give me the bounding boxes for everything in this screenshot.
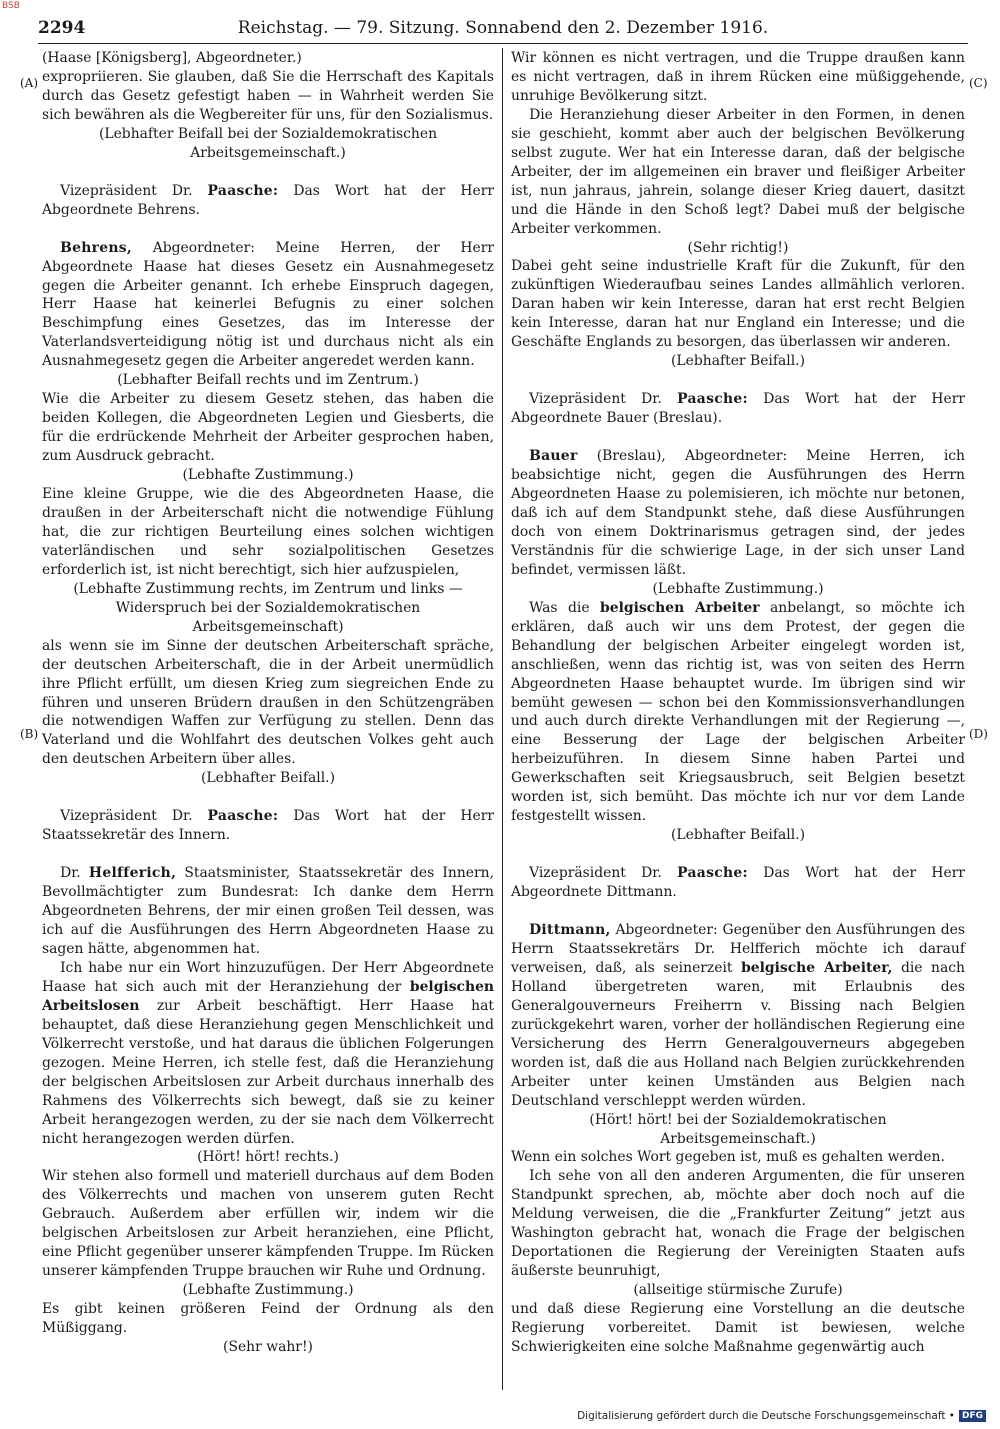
speech-behrens: Behrens, Abgeordneter: Meine Herren, der Herr Abgeordnete Haase hat dieses Gesetz ein Ausnahmegesetz gegen die Arbeiter genannt. Ich erhebe Einspruch dagegen, Herr Haase hat keinerlei Befugnis zu einer solchen Beschimpfung eines Gesetzes, das im Interesse der Vaterlandsverteidigung nötig ist und durchaus nicht als ein Ausnahmegesetz gegen die Arbeiter angeredet werden kann. (42, 239, 494, 370)
page-number: 2294 (38, 18, 86, 38)
margin-mark-a: (A) (20, 76, 39, 90)
paragraph: als wenn sie im Sinne der deutschen Arbeiterschaft spräche, der deutschen Arbeiterschaft, die in der Arbeit unermüdlich ihre Pflicht erfüllt, um diesen Krieg zum siegreichen Ende zu führen und unseren Brüdern draußen in den Schützengräben die notwendigen Waffen zur Verfügung zu stellen. Denn das Vaterland und die Wohlfahrt des deutschen Volkes geht auch den deutschen Arbeitern über alles. (42, 637, 494, 768)
running-title: Reichstag. — 79. Sitzung. Sonnabend den 2. Dezember 1916. (237, 18, 769, 38)
paragraph: und daß diese Regierung eine Vorstellung an die deutsche Regierung vorbereitet. Damit ist bewiesen, welche Schwierigkeiten eine solche Maßnahme gegenwärtig auch (511, 1301, 965, 1355)
reaction: (Lebhafte Zustimmung.) (182, 1282, 354, 1299)
speaker-name: Bauer (529, 448, 578, 465)
reaction: (Lebhafte Zustimmung.) (652, 580, 824, 597)
reaction: (Hört! hört! rechts.) (197, 1149, 339, 1166)
paragraph: Die Heranziehung dieser Arbeiter in den Formen, in denen sie geschieht, kommt aber auch der belgischen Bevölkerung selbst zugute. Wer hat ein Interesse daran, daß der belgische Arbeiter, der im allgemeinen ein braver und fleißiger Arbeiter ist, nun jahraus, jahrein, solange dieser Krieg dauert, dasitzt und die Hände in den Schoß legt? Dabei muß der belgische Arbeiter verkommen. (511, 106, 965, 237)
reaction: (Lebhafter Beifall bei der Sozialdemokratischen Arbeitsgemeinschaft.) (98, 125, 438, 161)
paragraph: Ich habe nur ein Wort hinzuzufügen. Der Herr Abgeordnete Haase hat sich auch mit der Heranziehung der belgischen Arbeitslosen zur Arbeit beschäftigt. Herr Haase hat behauptet, daß diese Heranziehung gegen Menschlichkeit und Völkerrecht verstoße, und hat daraus die üblichen Folgerungen gezogen. Meine Herren, ich stelle fest, daß die Heranziehung der belgischen Arbeitslosen zur Arbeit durchaus innerhalb des Rahmens des Völkerrechts sich bewegt, daß sie zu keiner Arbeit herangezogen werden, zu der sie nach dem Völkerrecht nicht herangezogen werden dürfen. (42, 959, 495, 1147)
reaction: (Sehr richtig!) (687, 239, 789, 256)
header-rule (38, 43, 968, 44)
margin-mark-d: (D) (969, 727, 988, 741)
paragraph: Dabei geht seine industrielle Kraft für die Zukunft, für den zukünftigen Wiederaufbau seines Landes allmählich verloren. Daran haben wir kein Interesse, daran hat erst recht Belgien kein Interesse, daran hat nur England ein Interesse; und die Geschäfte Englands zu besorgen, das überlassen wir anderen. (511, 258, 965, 351)
speaker-continuation: (Haase [Königsberg], Abgeordneter.) (42, 50, 302, 66)
speech-dittmann: Dittmann, Abgeordneter: Gegenüber den Ausführungen des Herrn Staatssekretärs Dr. Helfferich möchte ich darauf verweisen, daß, als seinerzeit belgische Arbeiter, die nach Holland übergetreten waren, mit Erlaubnis des Generalgouverneurs Freiherrn v. Bissing nach Belgien zurückgekehrt waren, vorher der holländischen Regierung eine Versicherung des Herrn Generalgouverneurs abgegeben worden ist, daß die aus Holland nach Belgien zurückkehrenden Arbeiter unter keinen Umständen aus Belgien nach Deutschland verschleppt werden würden. (511, 922, 966, 1109)
paragraph: Wenn ein solches Wort gegeben ist, muß es gehalten werden. (511, 1149, 945, 1166)
reaction: (Lebhafter Beifall.) (671, 353, 805, 370)
reaction: (Sehr wahr!) (223, 1339, 313, 1355)
speaker-name: Behrens, (60, 239, 133, 256)
speaker-name: Dittmann, (529, 922, 611, 939)
reaction: (Lebhafter Beifall rechts und im Zentrum.) (117, 372, 419, 389)
vice-president-turn: Vizepräsident Dr. Paasche: Das Wort hat der Herr Abgeordnete Behrens. (42, 182, 494, 218)
reaction: (allseitige stürmische Zurufe) (633, 1282, 843, 1299)
page-header (38, 18, 968, 42)
paragraph: Ich sehe von all den anderen Argumenten, die für unseren Standpunkt sprechen, ab, möchte aber doch noch auf die Meldung verweisen, die die „Frankfurter Zeitung“ jetzt aus Washington gebracht hat, wonach die Frage der belgischen Deportationen die Regierung der Vereinigten Staaten aufs äußerste beunruhigt, (511, 1168, 965, 1280)
speech-helfferich: Dr. Helfferich, Staatsminister, Staatssekretär des Innern, Bevollmächtigter zum Bundesrat: Ich danke dem Herrn Abgeordneten Behrens, der mir einen großen Teil dessen, was ich auf die Ausführungen des Herrn Abgeordneten Haase zu sagen hätte, abgenommen hat. (42, 865, 494, 957)
right-column (511, 49, 965, 1357)
margin-mark-b: (B) (20, 727, 39, 741)
dfg-logo-icon: DFG (959, 1410, 986, 1422)
paragraph: Wir stehen also formell und materiell durchaus auf dem Boden des Völkerrechts und machen von unserem guten Recht Gebrauch. Außerdem aber erfüllen wir, indem wir die belgischen Arbeitslosen zur Arbeit heranziehen, eine Pflicht, eine Pflicht gegenüber unserer kämpfenden Truppe. Im Rücken unserer kämpfenden Truppe brauchen wir Ruhe und Ordnung. (42, 1168, 494, 1280)
bsb-watermark: BSB (2, 1, 20, 11)
dfg-funding-note: Digitalisierung gefördert durch die Deutsche Forschungsgemeinschaft • DFG (577, 1410, 986, 1422)
column-divider (502, 48, 503, 1390)
vice-president-turn: Vizepräsident Dr. Paasche: Das Wort hat der Herr Abgeordnete Dittmann. (511, 865, 966, 901)
paragraph: Eine kleine Gruppe, wie die des Abgeordneten Haase, die draußen in der Arbeiterschaft nicht die notwendige Fühlung hat, die zur richtigen Beurteilung eines solchen wichtigen vaterländischen und sehr sozialpolitischen Gesetzes erforderlich ist, ist nicht berechtigt, sich hier aufzuspielen, (42, 486, 494, 578)
reaction: (Lebhafter Beifall.) (201, 770, 335, 787)
speaker-name: Helfferich, (88, 865, 177, 882)
vice-president-turn: Vizepräsident Dr. Paasche: Das Wort hat der Herr Staatssekretär des Innern. (42, 808, 494, 844)
left-column (42, 49, 494, 1357)
paragraph: Wir können es nicht vertragen, und die Truppe draußen kann es nicht vertragen, daß in ihrem Rücken eine müßiggehende, unruhige Bevölkerung sitzt. (511, 50, 965, 104)
paragraph: Es gibt keinen größeren Feind der Ordnung als den Müßiggang. (42, 1301, 494, 1337)
margin-mark-c: (C) (969, 76, 988, 90)
reaction: (Lebhafter Beifall.) (671, 827, 805, 844)
reaction: (Lebhafte Zustimmung.) (182, 467, 354, 484)
reaction: (Lebhafte Zustimmung rechts, im Zentrum und links — Widerspruch bei der Sozialdemokratischen Arbeitsgemeinschaft) (73, 580, 463, 635)
reaction: (Hört! hört! bei der Sozialdemokratischen Arbeitsgemeinschaft.) (589, 1111, 887, 1147)
paragraph: Was die belgischen Arbeiter anbelangt, so möchte ich erklären, daß auch wir uns dem Protest, der gegen die Behandlung der belgischen Arbeiter eingelegt worden ist, anschließen, wenn das richtig ist, was von seiten des Herrn Abgeordneten Haase behauptet wurde. Im übrigen sind wir bemüht gewesen — schon bei den Kommissionsverhandlungen und auch durch direkte Verhandlungen mit der Regierung —, eine Besserung der Lage der belgischen Arbeiter herbeizuführen. In diesem Sinne haben Partei und Gewerkschaften seit Kriegsausbruch, seit Belgien besetzt worden ist, sich bemüht. Das möchte ich nur vor dem Lande festgestellt wissen. (511, 599, 966, 825)
speech-bauer: Bauer (Breslau), Abgeordneter: Meine Herren, ich beabsichtige nicht, gegen die Ausführungen des Herrn Abgeordneten Haase zu polemisieren, ich möchte nur betonen, daß ich auf dem Standpunkt stehe, daß diese Ausführungen doch von einem Doktrinarismus getragen sind, der jedes Verständnis für die schwierige Lage, in der sich unser Land befindet, vermissen läßt. (511, 448, 965, 578)
paragraph: Wie die Arbeiter zu diesem Gesetz stehen, das haben die beiden Kollegen, die Abgeordneten Legien und Giesberts, die für die erdrückende Mehrheit der Arbeiter gesprochen haben, zum Ausdruck gebracht. (42, 391, 494, 465)
paragraph: expropriieren. Sie glauben, daß Sie die Herrschaft des Kapitals durch das Gesetz gefestigt haben — in Wahrheit werden Sie sich bewähren als die Wegbereiter für uns, für den Sozialismus. (42, 68, 494, 123)
vice-president-turn: Vizepräsident Dr. Paasche: Das Wort hat der Herr Abgeordnete Bauer (Breslau). (511, 391, 966, 427)
